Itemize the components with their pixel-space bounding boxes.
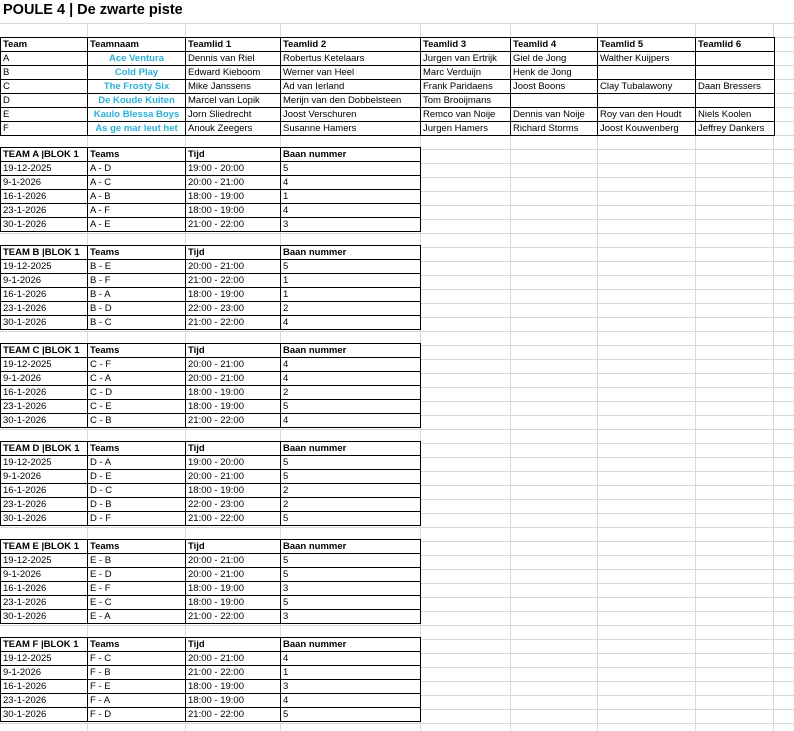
match-date-cell[interactable]: 9-1-2026 [1, 372, 88, 386]
match-time-cell[interactable]: 20:00 - 21:00 [186, 176, 281, 190]
match-date-cell[interactable]: 19-12-2025 [1, 652, 88, 666]
schedule-row [1, 218, 421, 232]
schedule-row [1, 470, 421, 484]
schedule-row [1, 358, 421, 372]
team-member-cell[interactable]: Niels Koolen [696, 108, 775, 122]
schedule-row [1, 568, 421, 582]
lane-number-cell[interactable]: 4 [281, 694, 421, 708]
match-teams-cell[interactable]: A - B [88, 190, 186, 204]
match-date-cell[interactable]: 30-1-2026 [1, 610, 88, 624]
lane-number-cell[interactable]: 1 [281, 274, 421, 288]
schedule-header-cell[interactable]: Baan nummer [281, 540, 421, 554]
schedule-row [1, 456, 421, 470]
team-row [1, 94, 775, 108]
team-member-cell[interactable]: Giel de Jong [511, 52, 598, 66]
match-teams-cell[interactable]: E - C [88, 596, 186, 610]
match-date-cell[interactable]: 30-1-2026 [1, 218, 88, 232]
lane-number-cell[interactable]: 5 [281, 512, 421, 526]
team-member-cell[interactable] [696, 94, 775, 108]
schedule-header-row [1, 540, 421, 554]
match-time-cell[interactable]: 21:00 - 22:00 [186, 316, 281, 330]
lane-number-cell[interactable]: 4 [281, 414, 421, 428]
match-teams-cell[interactable]: F - E [88, 680, 186, 694]
match-teams-cell[interactable]: E - D [88, 568, 186, 582]
match-time-cell[interactable]: 18:00 - 19:00 [186, 694, 281, 708]
schedule-row [1, 260, 421, 274]
match-time-cell[interactable]: 18:00 - 19:00 [186, 680, 281, 694]
schedule-table-team-a [0, 147, 421, 232]
lane-number-cell[interactable]: 2 [281, 498, 421, 512]
schedule-header-cell[interactable]: TEAM E |BLOK 1 [1, 540, 88, 554]
match-time-cell[interactable]: 21:00 - 22:00 [186, 512, 281, 526]
match-time-cell[interactable]: 21:00 - 22:00 [186, 708, 281, 722]
team-row [1, 108, 775, 122]
schedule-row [1, 498, 421, 512]
team-member-cell[interactable]: Susanne Hamers [281, 122, 421, 136]
team-name-cell[interactable]: Kaulo Blessa Boys [88, 108, 186, 122]
team-member-cell[interactable]: Marc Verduijn [421, 66, 511, 80]
schedule-row [1, 302, 421, 316]
schedule-row [1, 708, 421, 722]
team-member-cell[interactable]: Jorn Sliedrecht [186, 108, 281, 122]
match-teams-cell[interactable]: F - D [88, 708, 186, 722]
team-member-cell[interactable] [598, 94, 696, 108]
schedule-header-cell[interactable]: Baan nummer [281, 442, 421, 456]
team-member-cell[interactable]: Robertus Ketelaars [281, 52, 421, 66]
match-date-cell[interactable]: 9-1-2026 [1, 176, 88, 190]
match-teams-cell[interactable]: C - F [88, 358, 186, 372]
match-teams-cell[interactable]: E - F [88, 582, 186, 596]
match-teams-cell[interactable]: C - D [88, 386, 186, 400]
schedule-header-row [1, 344, 421, 358]
match-date-cell[interactable]: 16-1-2026 [1, 386, 88, 400]
match-date-cell[interactable]: 9-1-2026 [1, 470, 88, 484]
team-name-cell[interactable]: Cold Play [88, 66, 186, 80]
match-time-cell[interactable]: 21:00 - 22:00 [186, 274, 281, 288]
lane-number-cell[interactable]: 1 [281, 666, 421, 680]
match-time-cell[interactable]: 19:00 - 20:00 [186, 162, 281, 176]
match-time-cell[interactable]: 21:00 - 22:00 [186, 610, 281, 624]
schedule-row [1, 162, 421, 176]
lane-number-cell[interactable]: 5 [281, 162, 421, 176]
match-date-cell[interactable]: 9-1-2026 [1, 568, 88, 582]
match-time-cell[interactable]: 22:00 - 23:00 [186, 498, 281, 512]
match-time-cell[interactable]: 20:00 - 21:00 [186, 358, 281, 372]
team-row [1, 80, 775, 94]
schedule-header-cell[interactable]: Tijd [186, 442, 281, 456]
match-date-cell[interactable]: 30-1-2026 [1, 316, 88, 330]
schedule-header-cell[interactable]: TEAM B |BLOK 1 [1, 246, 88, 260]
team-member-cell[interactable] [511, 94, 598, 108]
match-time-cell[interactable]: 20:00 - 21:00 [186, 652, 281, 666]
schedule-header-cell[interactable]: TEAM F |BLOK 1 [1, 638, 88, 652]
match-date-cell[interactable]: 30-1-2026 [1, 708, 88, 722]
match-time-cell[interactable]: 20:00 - 21:00 [186, 568, 281, 582]
team-letter-cell[interactable]: C [1, 80, 88, 94]
team-member-cell[interactable]: Werner van Heel [281, 66, 421, 80]
lane-number-cell[interactable]: 3 [281, 610, 421, 624]
team-letter-cell[interactable]: F [1, 122, 88, 136]
team-member-cell[interactable]: Jurgen van Ertrijk [421, 52, 511, 66]
match-teams-cell[interactable]: A - E [88, 218, 186, 232]
team-member-cell[interactable]: Mike Janssens [186, 80, 281, 94]
team-member-cell[interactable]: Tom Brooijmans [421, 94, 511, 108]
lane-number-cell[interactable]: 4 [281, 372, 421, 386]
match-time-cell[interactable]: 18:00 - 19:00 [186, 400, 281, 414]
match-teams-cell[interactable]: C - E [88, 400, 186, 414]
match-time-cell[interactable]: 18:00 - 19:00 [186, 190, 281, 204]
lane-number-cell[interactable]: 3 [281, 218, 421, 232]
lane-number-cell[interactable]: 5 [281, 708, 421, 722]
schedule-header-cell[interactable]: Baan nummer [281, 344, 421, 358]
match-teams-cell[interactable]: E - A [88, 610, 186, 624]
match-time-cell[interactable]: 22:00 - 23:00 [186, 302, 281, 316]
schedule-row [1, 386, 421, 400]
schedule-header-row [1, 246, 421, 260]
schedule-row [1, 512, 421, 526]
match-time-cell[interactable]: 19:00 - 20:00 [186, 456, 281, 470]
team-member-cell[interactable]: Joost Kouwenberg [598, 122, 696, 136]
match-teams-cell[interactable]: E - B [88, 554, 186, 568]
team-member-cell[interactable]: Edward Kieboom [186, 66, 281, 80]
lane-number-cell[interactable]: 5 [281, 568, 421, 582]
schedule-header-row [1, 638, 421, 652]
match-time-cell[interactable]: 20:00 - 21:00 [186, 470, 281, 484]
schedule-row [1, 554, 421, 568]
teams-table-header-row [1, 38, 775, 52]
match-date-cell[interactable]: 23-1-2026 [1, 596, 88, 610]
team-member-cell[interactable]: Daan Bressers [696, 80, 775, 94]
schedule-header-cell[interactable]: Teams [88, 638, 186, 652]
match-time-cell[interactable]: 21:00 - 22:00 [186, 218, 281, 232]
schedule-table-team-b [0, 245, 421, 330]
team-member-cell[interactable]: Joost Verschuren [281, 108, 421, 122]
schedule-row [1, 274, 421, 288]
match-teams-cell[interactable]: B - D [88, 302, 186, 316]
schedule-row [1, 596, 421, 610]
teams-header-cell[interactable]: Teamlid 1 [186, 38, 281, 52]
schedule-row [1, 666, 421, 680]
team-row [1, 52, 775, 66]
schedule-row [1, 484, 421, 498]
match-time-cell[interactable]: 20:00 - 21:00 [186, 260, 281, 274]
schedule-row [1, 414, 421, 428]
schedule-header-row [1, 148, 421, 162]
match-date-cell[interactable]: 16-1-2026 [1, 484, 88, 498]
match-teams-cell[interactable]: D - B [88, 498, 186, 512]
schedule-table-team-d [0, 441, 421, 526]
schedule-table-team-c [0, 343, 421, 428]
lane-number-cell[interactable]: 3 [281, 582, 421, 596]
match-date-cell[interactable]: 30-1-2026 [1, 512, 88, 526]
team-member-cell[interactable] [598, 66, 696, 80]
teams-header-cell[interactable]: Teamlid 5 [598, 38, 696, 52]
team-member-cell[interactable]: Roy van den Houdt [598, 108, 696, 122]
team-member-cell[interactable]: Remco van Noije [421, 108, 511, 122]
lane-number-cell[interactable]: 5 [281, 456, 421, 470]
lane-number-cell[interactable]: 2 [281, 302, 421, 316]
schedule-row [1, 610, 421, 624]
team-member-cell[interactable]: Frank Paridaens [421, 80, 511, 94]
match-date-cell[interactable]: 9-1-2026 [1, 666, 88, 680]
schedule-header-cell[interactable]: Teams [88, 148, 186, 162]
match-date-cell[interactable]: 23-1-2026 [1, 694, 88, 708]
schedule-header-row [1, 442, 421, 456]
match-time-cell[interactable]: 21:00 - 22:00 [186, 414, 281, 428]
lane-number-cell[interactable]: 4 [281, 652, 421, 666]
lane-number-cell[interactable]: 5 [281, 596, 421, 610]
team-letter-cell[interactable]: D [1, 94, 88, 108]
schedule-row [1, 190, 421, 204]
match-teams-cell[interactable]: C - B [88, 414, 186, 428]
match-teams-cell[interactable]: C - A [88, 372, 186, 386]
match-date-cell[interactable]: 9-1-2026 [1, 274, 88, 288]
match-date-cell[interactable]: 19-12-2025 [1, 358, 88, 372]
schedule-table-team-e [0, 539, 421, 624]
schedule-header-cell[interactable]: Tijd [186, 638, 281, 652]
schedule-row [1, 694, 421, 708]
schedule-row [1, 176, 421, 190]
match-teams-cell[interactable]: D - C [88, 484, 186, 498]
lane-number-cell[interactable]: 5 [281, 470, 421, 484]
team-member-cell[interactable]: Henk de Jong [511, 66, 598, 80]
team-member-cell[interactable] [696, 66, 775, 80]
match-teams-cell[interactable]: F - B [88, 666, 186, 680]
team-name-cell[interactable]: The Frosty Six [88, 80, 186, 94]
team-member-cell[interactable]: Anouk Zeegers [186, 122, 281, 136]
team-member-cell[interactable]: Joost Boons [511, 80, 598, 94]
lane-number-cell[interactable]: 4 [281, 176, 421, 190]
lane-number-cell[interactable]: 3 [281, 680, 421, 694]
match-teams-cell[interactable]: B - A [88, 288, 186, 302]
teams-header-cell[interactable]: Teamlid 6 [696, 38, 775, 52]
team-member-cell[interactable]: Jurgen Hamers [421, 122, 511, 136]
match-date-cell[interactable]: 19-12-2025 [1, 260, 88, 274]
team-member-cell[interactable] [696, 52, 775, 66]
schedule-header-cell[interactable]: Teams [88, 344, 186, 358]
team-letter-cell[interactable]: A [1, 52, 88, 66]
teams-header-cell[interactable]: Team [1, 38, 88, 52]
teams-table [0, 37, 775, 136]
schedule-header-cell[interactable]: TEAM A |BLOK 1 [1, 148, 88, 162]
schedule-row [1, 582, 421, 596]
team-name-cell[interactable]: Ace Ventura [88, 52, 186, 66]
match-time-cell[interactable]: 18:00 - 19:00 [186, 596, 281, 610]
teams-header-cell[interactable]: Teamlid 2 [281, 38, 421, 52]
teams-header-cell[interactable]: Teamlid 3 [421, 38, 511, 52]
team-member-cell[interactable]: Merijn van den Dobbelsteen [281, 94, 421, 108]
schedule-row [1, 652, 421, 666]
match-date-cell[interactable]: 16-1-2026 [1, 288, 88, 302]
schedule-row [1, 316, 421, 330]
lane-number-cell[interactable]: 5 [281, 554, 421, 568]
schedule-header-cell[interactable]: Tijd [186, 344, 281, 358]
schedule-row [1, 288, 421, 302]
team-member-cell[interactable]: Dennis van Noije [511, 108, 598, 122]
match-teams-cell[interactable]: D - F [88, 512, 186, 526]
match-teams-cell[interactable]: B - C [88, 316, 186, 330]
team-member-cell[interactable]: Clay Tubalawony [598, 80, 696, 94]
schedule-row [1, 372, 421, 386]
match-time-cell[interactable]: 20:00 - 21:00 [186, 372, 281, 386]
team-member-cell[interactable]: Ad van Ierland [281, 80, 421, 94]
match-time-cell[interactable]: 18:00 - 19:00 [186, 484, 281, 498]
match-date-cell[interactable]: 19-12-2025 [1, 456, 88, 470]
match-teams-cell[interactable]: A - F [88, 204, 186, 218]
page-title: POULE 4 | De zwarte piste [3, 2, 183, 18]
match-date-cell[interactable]: 23-1-2026 [1, 400, 88, 414]
schedule-header-cell[interactable]: Teams [88, 442, 186, 456]
schedule-header-cell[interactable]: Teams [88, 246, 186, 260]
schedule-header-cell[interactable]: Baan nummer [281, 246, 421, 260]
lane-number-cell[interactable]: 1 [281, 190, 421, 204]
team-row [1, 66, 775, 80]
schedule-header-cell[interactable]: Tijd [186, 148, 281, 162]
team-member-cell[interactable]: Dennis van Riel [186, 52, 281, 66]
schedule-table-team-f [0, 637, 421, 722]
match-teams-cell[interactable]: F - C [88, 652, 186, 666]
schedule-header-cell[interactable]: TEAM D |BLOK 1 [1, 442, 88, 456]
match-date-cell[interactable]: 16-1-2026 [1, 680, 88, 694]
match-date-cell[interactable]: 23-1-2026 [1, 302, 88, 316]
match-teams-cell[interactable]: D - A [88, 456, 186, 470]
schedule-header-cell[interactable]: Teams [88, 540, 186, 554]
team-member-cell[interactable]: Walther Kuijpers [598, 52, 696, 66]
team-member-cell[interactable]: Marcel van Lopik [186, 94, 281, 108]
match-time-cell[interactable]: 18:00 - 19:00 [186, 582, 281, 596]
lane-number-cell[interactable]: 2 [281, 386, 421, 400]
match-time-cell[interactable]: 20:00 - 21:00 [186, 554, 281, 568]
schedule-header-cell[interactable]: Tijd [186, 540, 281, 554]
match-time-cell[interactable]: 21:00 - 22:00 [186, 666, 281, 680]
match-teams-cell[interactable]: D - E [88, 470, 186, 484]
team-member-cell[interactable]: Richard Storms [511, 122, 598, 136]
lane-number-cell[interactable]: 4 [281, 204, 421, 218]
match-teams-cell[interactable]: F - A [88, 694, 186, 708]
team-member-cell[interactable]: Jeffrey Dankers [696, 122, 775, 136]
match-date-cell[interactable]: 16-1-2026 [1, 190, 88, 204]
schedule-header-cell[interactable]: TEAM C |BLOK 1 [1, 344, 88, 358]
match-teams-cell[interactable]: A - D [88, 162, 186, 176]
lane-number-cell[interactable]: 5 [281, 400, 421, 414]
team-letter-cell[interactable]: B [1, 66, 88, 80]
lane-number-cell[interactable]: 5 [281, 260, 421, 274]
teams-header-cell[interactable]: Teamlid 4 [511, 38, 598, 52]
lane-number-cell[interactable]: 2 [281, 484, 421, 498]
lane-number-cell[interactable]: 4 [281, 358, 421, 372]
match-time-cell[interactable]: 18:00 - 19:00 [186, 204, 281, 218]
team-row [1, 122, 775, 136]
schedule-row [1, 680, 421, 694]
match-date-cell[interactable]: 23-1-2026 [1, 498, 88, 512]
team-name-cell[interactable]: De Koude Kuiten [88, 94, 186, 108]
match-date-cell[interactable]: 19-12-2025 [1, 162, 88, 176]
match-teams-cell[interactable]: A - C [88, 176, 186, 190]
team-letter-cell[interactable]: E [1, 108, 88, 122]
match-date-cell[interactable]: 30-1-2026 [1, 414, 88, 428]
lane-number-cell[interactable]: 1 [281, 288, 421, 302]
match-time-cell[interactable]: 18:00 - 19:00 [186, 288, 281, 302]
match-teams-cell[interactable]: B - F [88, 274, 186, 288]
match-date-cell[interactable]: 16-1-2026 [1, 582, 88, 596]
team-name-cell[interactable]: As ge mar leut het [88, 122, 186, 136]
schedule-row [1, 400, 421, 414]
match-time-cell[interactable]: 18:00 - 19:00 [186, 386, 281, 400]
lane-number-cell[interactable]: 4 [281, 316, 421, 330]
teams-header-cell[interactable]: Teamnaam [88, 38, 186, 52]
match-date-cell[interactable]: 23-1-2026 [1, 204, 88, 218]
schedule-header-cell[interactable]: Baan nummer [281, 638, 421, 652]
match-teams-cell[interactable]: B - E [88, 260, 186, 274]
schedule-header-cell[interactable]: Tijd [186, 246, 281, 260]
schedule-row [1, 204, 421, 218]
match-date-cell[interactable]: 19-12-2025 [1, 554, 88, 568]
schedule-header-cell[interactable]: Baan nummer [281, 148, 421, 162]
